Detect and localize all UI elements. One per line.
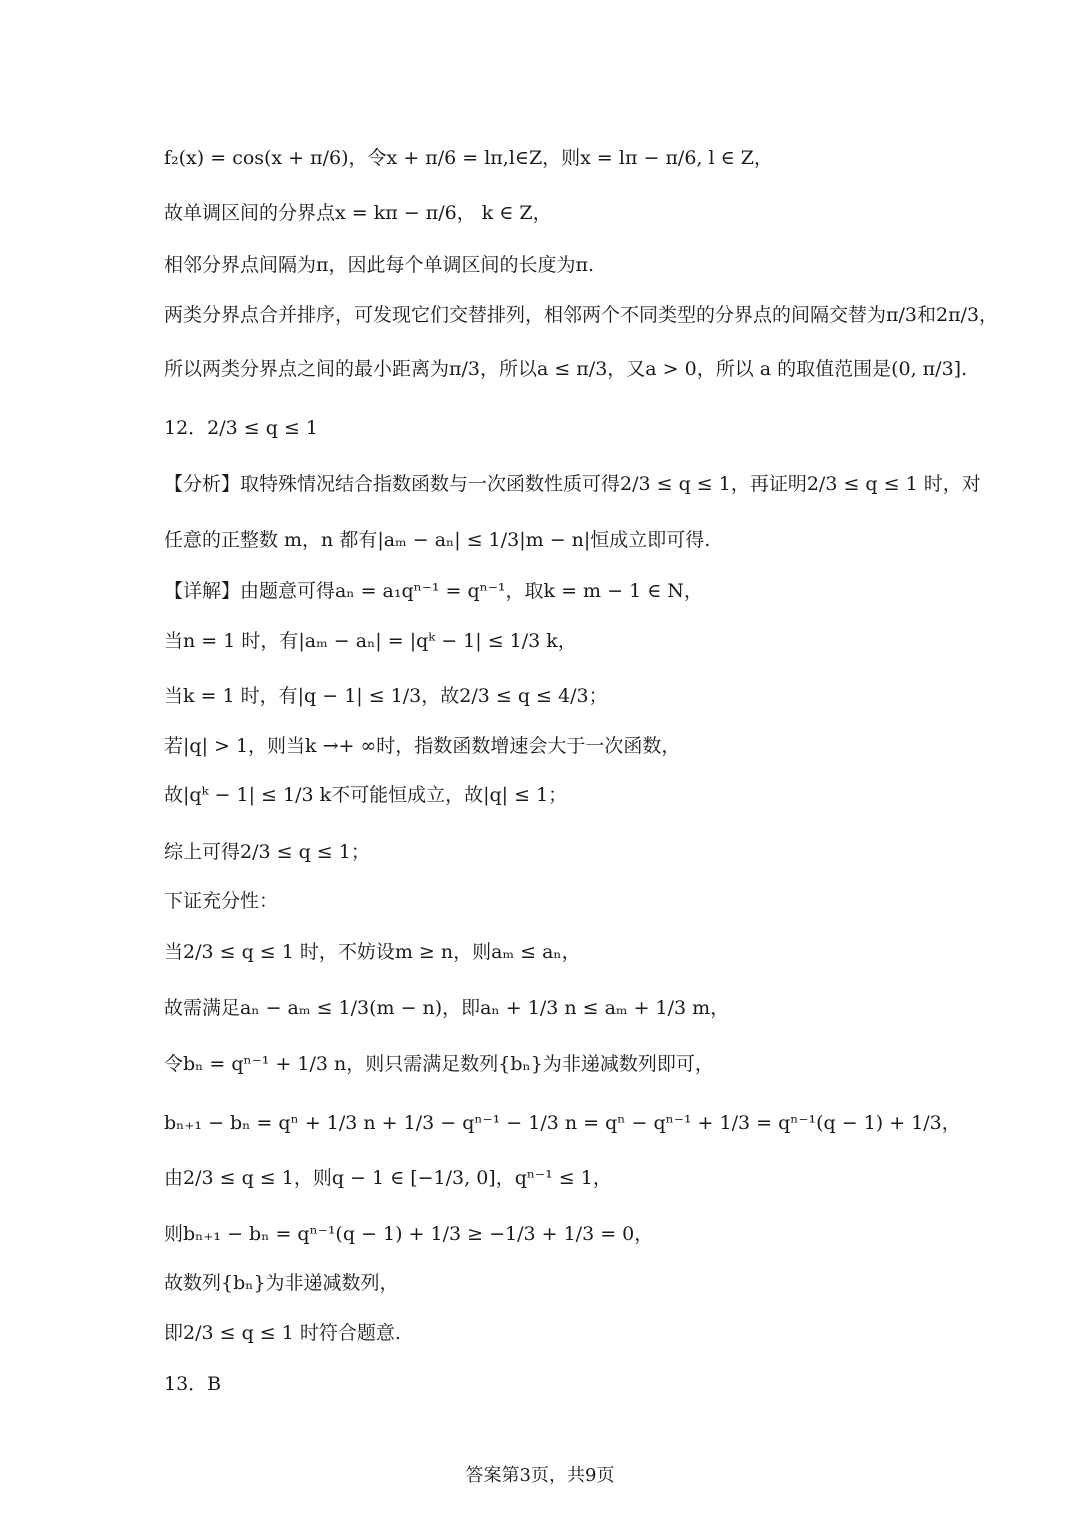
text-line: 故单调区间的分界点x = kπ − π/6， k ∈ Z， — [164, 202, 552, 224]
text-line: 任意的正整数 m，n 都有|aₘ − aₙ| ≤ 1/3|m − n|恒成立即可得. — [164, 529, 711, 551]
detail-line: 【详解】由题意可得aₙ = a₁qⁿ⁻¹ = qⁿ⁻¹，取k = m − 1 ∈ N， — [164, 580, 703, 602]
text-line: 若|q| > 1，则当k →+ ∞时，指数函数增速会大于一次函数， — [164, 735, 681, 757]
text-line: 故|qᵏ − 1| ≤ 1/3 k不可能恒成立，故|q| ≤ 1； — [164, 784, 568, 806]
analysis-line: 【分析】取特殊情况结合指数函数与一次函数性质可得2/3 ≤ q ≤ 1，再证明2/3 ≤ q ≤ 1 时，对 — [164, 473, 981, 495]
text-line: bₙ₊₁ − bₙ = qⁿ + 1/3 n + 1/3 − qⁿ⁻¹ − 1/3 n = qⁿ − qⁿ⁻¹ + 1/3 = qⁿ⁻¹(q − 1) + 1/3， — [164, 1112, 961, 1134]
text-line: 两类分界点合并排序，可发现它们交替排列，相邻两个不同类型的分界点的间隔交替为π/3和2π/3， — [164, 304, 999, 326]
text-line: 相邻分界点间隔为π，因此每个单调区间的长度为π. — [164, 254, 595, 276]
text-line: 综上可得2/3 ≤ q ≤ 1； — [164, 841, 370, 863]
question-number: 12．2/3 ≤ q ≤ 1 — [164, 417, 319, 439]
question-number: 13．B — [164, 1373, 222, 1395]
text-line: 则bₙ₊₁ − bₙ = qⁿ⁻¹(q − 1) + 1/3 ≥ −1/3 + 1/3 = 0， — [164, 1223, 654, 1245]
text-line: 故需满足aₙ − aₘ ≤ 1/3(m − n)，即aₙ + 1/3 n ≤ aₘ + 1/3 m， — [164, 997, 730, 1019]
text-line: 当n = 1 时，有|aₘ − aₙ| = |qᵏ − 1| ≤ 1/3 k， — [164, 630, 577, 652]
text-line: 即2/3 ≤ q ≤ 1 时符合题意. — [164, 1322, 401, 1344]
text-line: 所以两类分界点之间的最小距离为π/3，所以a ≤ π/3，又a > 0，所以 a 的取值范围是(0, π/3]. — [164, 358, 968, 380]
text-line: 故数列{bₙ}为非递减数列， — [164, 1272, 399, 1294]
text-line: f₂(x) = cos(x + π/6)，令x + π/6 = lπ,l∈Z，则x = lπ − π/6, l ∈ Z， — [164, 147, 773, 169]
text-line: 令bₙ = qⁿ⁻¹ + 1/3 n，则只需满足数列{bₙ}为非递减数列即可， — [164, 1053, 714, 1075]
text-line: 当2/3 ≤ q ≤ 1 时，不妨设m ≥ n，则aₘ ≤ aₙ， — [164, 941, 581, 963]
text-line: 由2/3 ≤ q ≤ 1，则q − 1 ∈ [−1/3, 0]，qⁿ⁻¹ ≤ 1， — [164, 1167, 612, 1189]
text-line: 下证充分性： — [164, 890, 279, 912]
page-footer: 答案第3页，共9页 — [465, 1465, 615, 1486]
text-line: 当k = 1 时，有|q − 1| ≤ 1/3，故2/3 ≤ q ≤ 4/3； — [164, 685, 608, 707]
